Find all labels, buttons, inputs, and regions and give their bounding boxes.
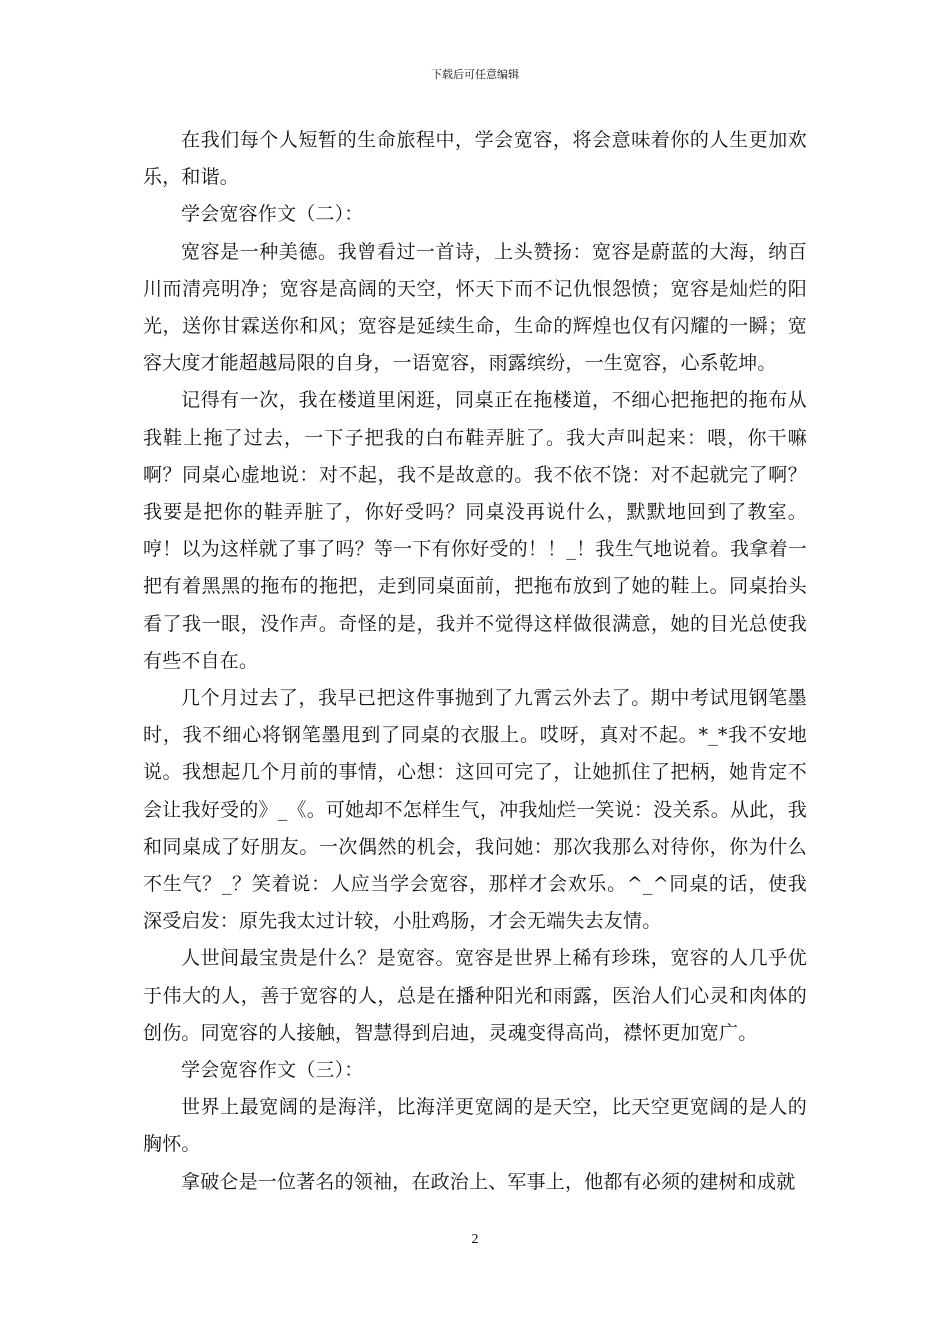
paragraph: 世界上最宽阔的是海洋，比海洋更宽阔的是天空，比天空更宽阔的是人的胸怀。 [143,1096,807,1156]
paragraph: 在我们每个人短暂的生命旅程中，学会宽容，将会意味着你的人生更加欢乐，和谐。 [143,129,807,189]
section-heading: 学会宽容作文（二）： [181,203,364,226]
paragraph: 几个月过去了，我早已把这件事抛到了九霄云外去了。期中考试甩钢笔墨时，我不细心将钢笔墨甩到了同桌的衣服上。哎呀，真对不起。*_*我不安地说。我想起几个月前的事情，心想：这回可完了，让她抓住了把柄，她肯定不会让我好受的》_《。可她却不怎样生气，冲我灿烂一笑说：没关系。从此，我和同桌成了好朋友。一次偶然的机会，我问她：那次我那么对待你，你为什么不生气？_？笑着说：人应当学会宽容，那样才会欢乐。^_^同桌的话，使我深受启发：原先我太过计较，小肚鸡肠，才会无端失去友情。 [143,687,807,933]
page-number: 2 [471,1232,479,1247]
paragraph: 人世间最宝贵是什么？是宽容。宽容是世界上稀有珍珠，宽容的人几乎优于伟大的人，善于宽容的人，总是在播种阳光和雨露，医治人们心灵和肉体的创伤。同宽容的人接触，智慧得到启迪，灵魂变得高尚，襟怀更加宽广。 [143,947,807,1044]
section-heading: 学会宽容作文（三）： [181,1059,364,1082]
paragraph: 宽容是一种美德。我曾看过一首诗，上头赞扬：宽容是蔚蓝的大海，纳百川而清亮明净；宽容是高阔的天空，怀天下而不记仇恨怨愤；宽容是灿烂的阳光，送你甘霖送你和风；宽容是延续生命，生命的辉煌也仅有闪耀的一瞬；宽容大度才能超越局限的自身，一语宽容，雨露缤纷，一生宽容，心系乾坤。 [143,240,807,375]
paragraph: 拿破仑是一位著名的领袖，在政治上、军事上，他都有必须的建树和成就 [181,1170,796,1193]
article-body [143,122,807,1201]
page-header: 下载后可任意编辑 [431,68,519,81]
paragraph: 记得有一次，我在楼道里闲逛，同桌正在拖楼道，不细心把拖把的拖布从我鞋上拖了过去，一下子把我的白布鞋弄脏了。我大声叫起来：喂，你干嘛啊？同桌心虚地说：对不起，我不是故意的。我不依不饶：对不起就完了啊？我要是把你的鞋弄脏了，你好受吗？同桌没再说什么，默默地回到了教室。哼！以为这样就了事了吗？等一下有你好受的！！_！我生气地说着。我拿着一把有着黑黑的拖布的拖把，走到同桌面前，把拖布放到了她的鞋上。同桌抬头看了我一眼，没作声。奇怪的是，我并不觉得这样做很满意，她的目光总使我有些不自在。 [143,389,807,672]
